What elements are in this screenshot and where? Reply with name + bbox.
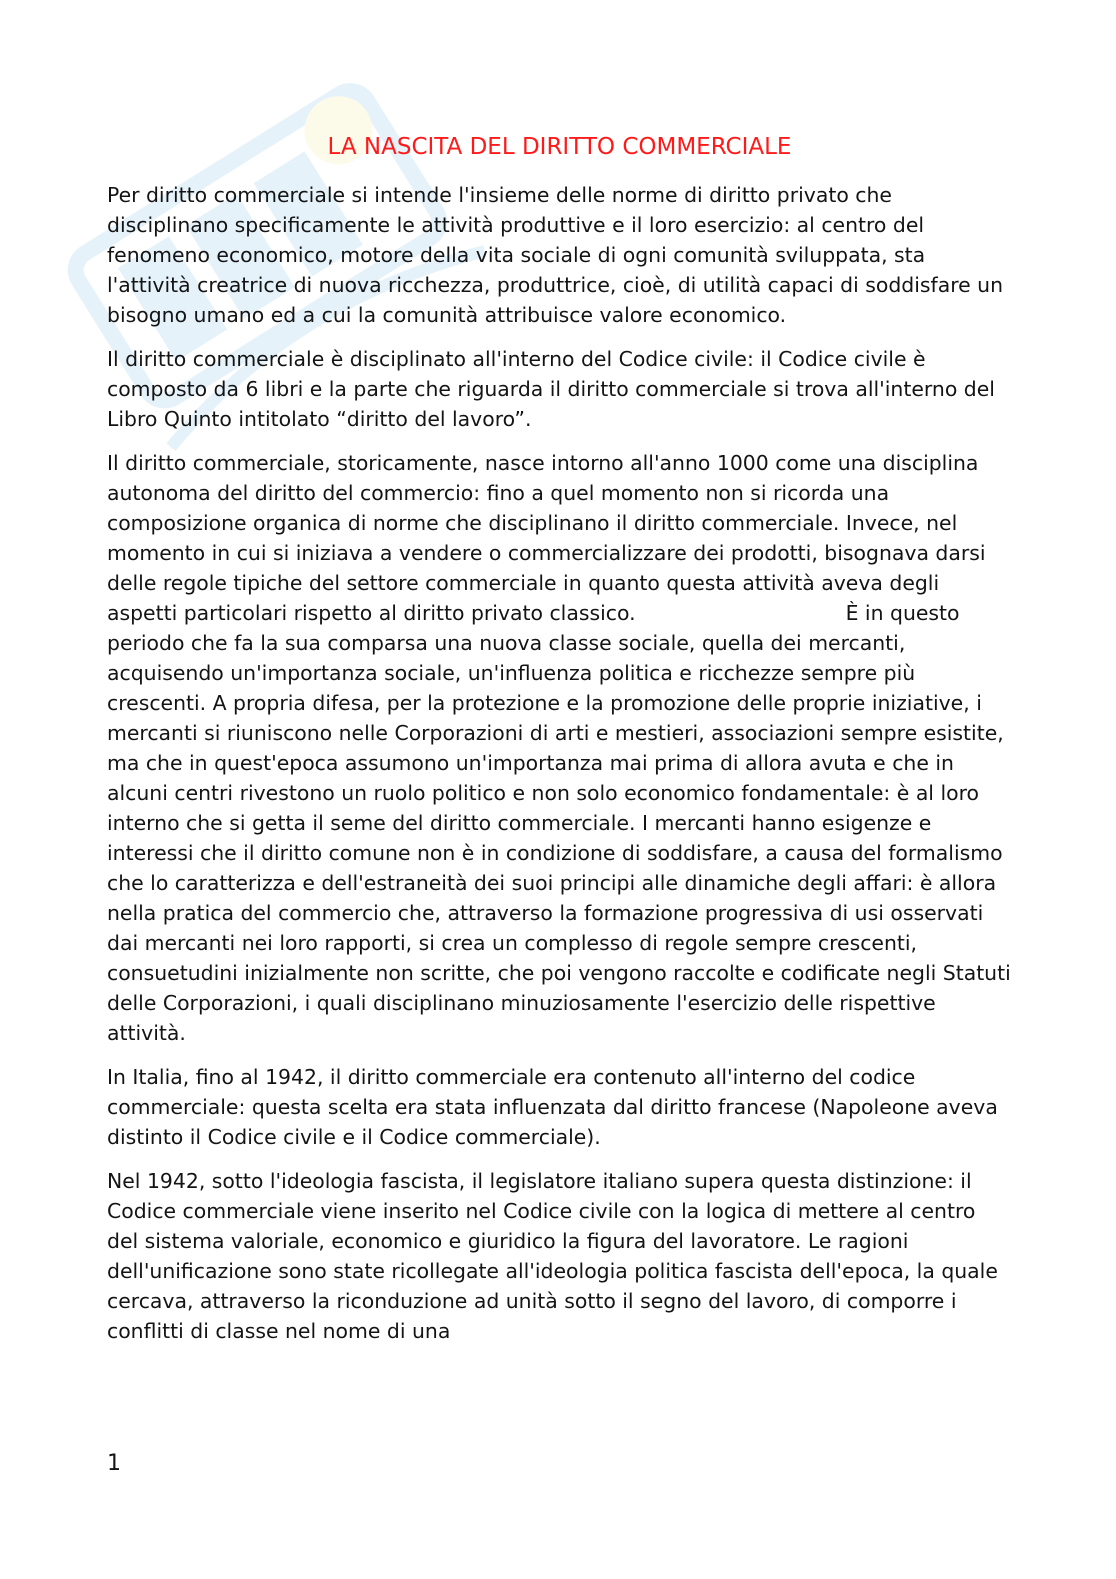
paragraph-history-part2: È in questo periodo che fa la sua comparsa una nuova classe sociale, quella dei mercanti, acquisendo un'importanza sociale, un'influenza politica e ricchezze sempre più crescenti. A propria difesa, per la protezione e la promozione delle proprie iniziative, i mercanti si riuniscono nelle Corporazioni di arti e mestieri, associazioni sempre esistite, ma che in quest'epoca assumono un'importanza mai prima di allora avuta e che in alcuni centri rivestono un ruolo politico e non solo economico fondamentale: è al loro interno che si getta il seme del diritto commerciale. I mercanti hanno esigenze e interessi che il diritto comune non è in condizione di soddisfare, a causa del formalismo che lo caratterizza e dell'estraneità dei suoi principi alle dinamiche degli affari: è allora nella pratica del commercio che, attraverso la formazione progressiva di usi osservati dai mercanti nei loro rapporti, si crea un complesso di regole sempre crescenti, consuetudini inizialmente non scritte, che poi vengono raccolte e codificate negli Statuti delle Corporazioni, i quali disciplinano minuziosamente l'esercizio delle rispettive attività. <box>107 601 1011 1045</box>
paragraph-history-part1: Il diritto commerciale, storicamente, nasce intorno all'anno 1000 come una disciplina autonoma del diritto del commercio: fino a quel momento non si ricorda una composizione organica di norme che disciplinano il diritto commerciale. Invece, nel momento in cui si iniziava a vendere o commercializzare dei prodotti, bisognava darsi delle regole tipiche del settore commerciale in quanto questa attività aveva degli aspetti particolari rispetto al diritto privato classico. <box>107 451 986 625</box>
page-number: 1 <box>107 1451 121 1476</box>
paragraph-history <box>107 448 1012 1048</box>
document-page <box>107 128 1012 1360</box>
paragraph-italy-1942: In Italia, fino al 1942, il diritto commerciale era contenuto all'interno del codice commerciale: questa scelta era stata influenzata dal diritto francese (Napoleone aveva distinto il Codice civile e il Codice commerciale). <box>107 1065 998 1149</box>
paragraph-definition: Per diritto commerciale si intende l'insieme delle norme di diritto privato che disciplinano specificamente le attività produttive e il loro esercizio: al centro del fenomeno economico, motore della vita sociale di ogni comunità sviluppata, sta l'attività creatrice di nuova ricchezza, produttrice, cioè, di utilità capaci di soddisfare un bisogno umano ed a cui la comunità attribuisce valore economico. <box>107 183 1004 327</box>
paragraph-unification: Nel 1942, sotto l'ideologia fascista, il legislatore italiano supera questa distinzione: il Codice commerciale viene inserito nel Codice civile con la logica di mettere al centro del sistema valoriale, economico e giuridico la figura del lavoratore. Le ragioni dell'unificazione sono state ricollegate all'ideologia politica fascista dell'epoca, la quale cercava, attraverso la riconduzione ad unità sotto il segno del lavoro, di comporre i conflitti di classe nel nome di una <box>107 1169 998 1343</box>
paragraph-codice-civile: Il diritto commerciale è disciplinato all'interno del Codice civile: il Codice civile è composto da 6 libri e la parte che riguarda il diritto commerciale si trova all'interno del Libro Quinto intitolato “diritto del lavoro”. <box>107 347 995 431</box>
document-title: LA NASCITA DEL DIRITTO COMMERCIALE <box>327 134 792 160</box>
